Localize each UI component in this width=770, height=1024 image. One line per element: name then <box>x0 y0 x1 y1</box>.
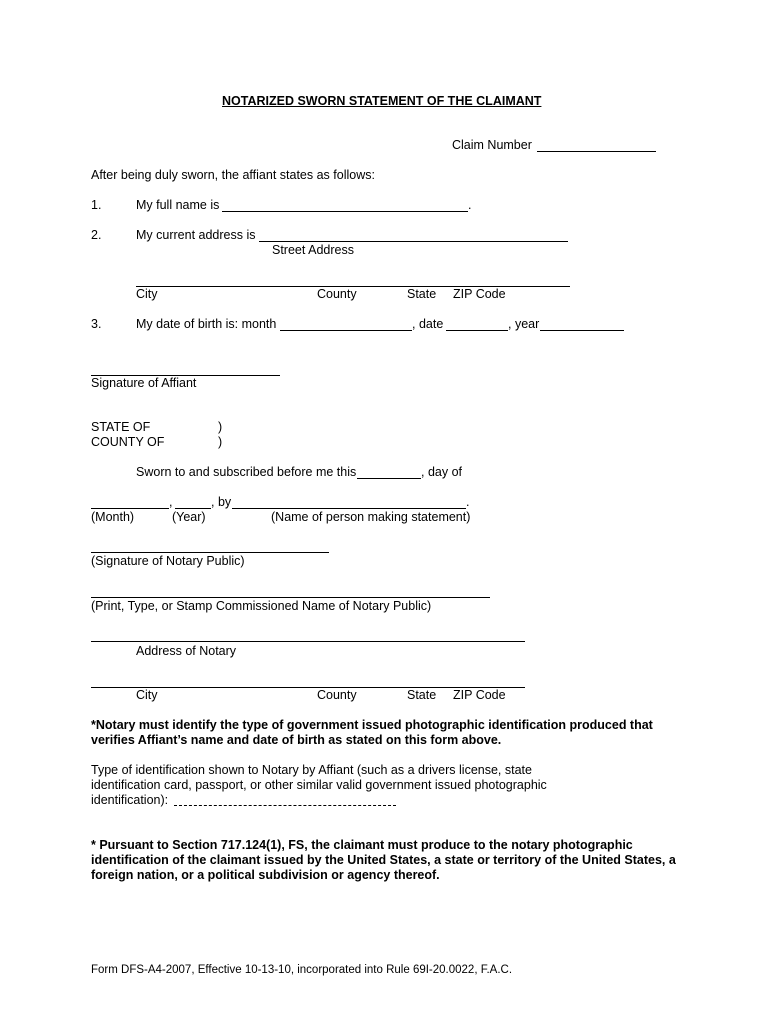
item-2-number: 2. <box>91 228 102 242</box>
statement-name-line[interactable] <box>232 508 466 509</box>
notary-address-line[interactable] <box>91 641 525 642</box>
item-1-label: My full name is <box>136 198 220 212</box>
by-text: , by <box>211 495 232 509</box>
notary-zip-label: ZIP Code <box>453 688 506 702</box>
sworn-day-line[interactable] <box>357 478 421 479</box>
notary-address-label: Address of Notary <box>136 644 237 658</box>
notary-id-notice: *Notary must identify the type of government issued photographic identification produced that verifies Affiant’s name and date of birth as stated on this form above. <box>91 718 653 747</box>
notary-city-label: City <box>136 688 158 702</box>
notary-name-line[interactable] <box>91 597 490 598</box>
id-type-line[interactable] <box>174 805 396 806</box>
county-label: County <box>317 287 357 301</box>
zip-label: ZIP Code <box>453 287 506 301</box>
state-of-label: STATE OF <box>91 420 151 434</box>
notary-state-label: State <box>407 688 437 702</box>
year-line[interactable] <box>175 508 211 509</box>
item-3-number: 3. <box>91 317 102 331</box>
street-address-label: Street Address <box>272 243 354 257</box>
month-line[interactable] <box>91 508 169 509</box>
item-3-label: My date of birth is: month <box>136 317 277 331</box>
intro-text: After being duly sworn, the affiant states as follows: <box>91 168 375 182</box>
sworn-text: Sworn to and subscribed before me this <box>136 465 357 479</box>
notary-signature-line[interactable] <box>91 552 329 553</box>
day-of-text: , day of <box>421 465 462 479</box>
venue-paren-2: ) <box>218 435 223 449</box>
item-1-number: 1. <box>91 198 102 212</box>
affiant-signature-label: Signature of Affiant <box>91 376 197 390</box>
statute-notice: * Pursuant to Section 717.124(1), FS, the claimant must produce to the notary photographic identification of the claimant issued by the United States, a state or territory of the United States, a foreign nation, or a political subdivision or agency thereof. <box>91 838 676 882</box>
city-label: City <box>136 287 158 301</box>
month-label: (Month) <box>91 510 135 524</box>
claim-number-line[interactable] <box>537 151 656 152</box>
form-footer: Form DFS-A4-2007, Effective 10-13-10, incorporated into Rule 69I-20.0022, F.A.C. <box>91 964 513 976</box>
date-label: , date <box>412 317 444 331</box>
state-label: State <box>407 287 437 301</box>
birth-year-line[interactable] <box>540 330 624 331</box>
street-address-line[interactable] <box>259 241 568 242</box>
item-1-period: . <box>468 198 472 212</box>
form-title: NOTARIZED SWORN STATEMENT OF THE CLAIMANT <box>222 94 542 108</box>
notary-name-label: (Print, Type, or Stamp Commissioned Name of Notary Public) <box>91 599 432 613</box>
year-caption: (Year) <box>172 510 206 524</box>
full-name-line[interactable] <box>222 211 468 212</box>
comma-1: , <box>169 495 173 509</box>
birth-date-line[interactable] <box>446 330 508 331</box>
name-caption: (Name of person making statement) <box>271 510 471 524</box>
id-type-text: Type of identification shown to Notary by Affiant (such as a drivers license, state identification card, passport, or other similar valid government issued photographic identification): <box>91 763 547 807</box>
year-label: , year <box>508 317 540 331</box>
notary-county-label: County <box>317 688 357 702</box>
claim-number-label: Claim Number <box>452 138 532 152</box>
notary-signature-label: (Signature of Notary Public) <box>91 554 245 568</box>
county-of-label: COUNTY OF <box>91 435 165 449</box>
item-2-label: My current address is <box>136 228 256 242</box>
birth-month-line[interactable] <box>280 330 412 331</box>
venue-paren-1: ) <box>218 420 223 434</box>
by-period: . <box>466 495 470 509</box>
